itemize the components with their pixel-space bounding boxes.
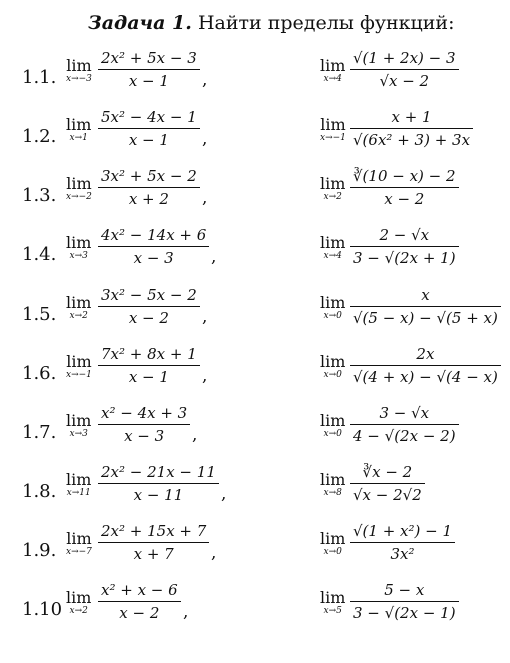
limit-operator-left bbox=[66, 531, 92, 557]
limit-subscript-right: x→0 bbox=[323, 429, 342, 439]
comma: , bbox=[202, 188, 208, 208]
fraction-left bbox=[98, 345, 200, 386]
denominator-right: 3x² bbox=[350, 542, 455, 563]
lim-word: lim bbox=[66, 233, 92, 252]
numerator-right: x bbox=[421, 286, 430, 304]
task-text: Найти пределы функций: bbox=[197, 12, 455, 34]
limit-operator-left bbox=[66, 295, 91, 321]
fraction-left bbox=[98, 522, 209, 563]
comma: , bbox=[202, 129, 208, 149]
limit-subscript-right: x→0 bbox=[323, 547, 342, 557]
lim-word: lim bbox=[66, 293, 92, 312]
fraction-right bbox=[350, 522, 455, 563]
exercise-row bbox=[0, 580, 510, 642]
limit-subscript-left: x→−3 bbox=[66, 74, 92, 84]
limit-operator-right bbox=[320, 295, 345, 321]
denominator-left: x + 7 bbox=[98, 542, 209, 563]
denominator-left: x − 2 bbox=[98, 306, 200, 327]
task-title bbox=[88, 12, 455, 34]
fraction-left bbox=[98, 49, 200, 90]
limit-operator-left bbox=[66, 117, 91, 143]
limit-subscript-left: x→1 bbox=[69, 133, 88, 143]
lim-word: lim bbox=[320, 56, 346, 75]
exercise-row bbox=[0, 344, 510, 406]
limit-operator-left bbox=[66, 354, 92, 380]
exercise-number: 1.1. bbox=[22, 67, 57, 88]
limit-subscript-left: x→−2 bbox=[66, 192, 92, 202]
denominator-left: x − 2 bbox=[98, 601, 181, 622]
lim-word: lim bbox=[66, 174, 92, 193]
fraction-right bbox=[350, 345, 501, 386]
numerator-left: 3x² − 5x − 2 bbox=[101, 286, 197, 304]
lim-word: lim bbox=[320, 115, 346, 134]
denominator-right: √x − 2√2 bbox=[350, 483, 425, 504]
fraction-left bbox=[98, 581, 181, 622]
lim-word: lim bbox=[320, 411, 346, 430]
lim-word: lim bbox=[66, 352, 92, 371]
numerator-left: x² − 4x + 3 bbox=[101, 404, 188, 422]
lim-word: lim bbox=[320, 293, 346, 312]
numerator-left: 3x² + 5x − 2 bbox=[101, 167, 197, 185]
limit-subscript-left: x→2 bbox=[69, 311, 88, 321]
exercise-row bbox=[0, 285, 510, 347]
fraction-right bbox=[350, 167, 459, 208]
comma: , bbox=[183, 602, 189, 622]
denominator-left: x − 1 bbox=[98, 128, 200, 149]
fraction-left bbox=[98, 167, 200, 208]
denominator-right: 3 − √(2x + 1) bbox=[350, 246, 459, 267]
limit-operator-left bbox=[66, 413, 91, 439]
numerator-left: 7x² + 8x + 1 bbox=[101, 345, 197, 363]
lim-word: lim bbox=[66, 470, 92, 489]
limit-operator-right bbox=[320, 531, 345, 557]
comma: , bbox=[202, 366, 208, 386]
comma: , bbox=[221, 484, 227, 504]
exercise-row bbox=[0, 403, 510, 465]
numerator-left: 4x² − 14x + 6 bbox=[101, 226, 207, 244]
fraction-left bbox=[98, 404, 190, 445]
limit-subscript-right: x→5 bbox=[323, 606, 342, 616]
denominator-right: 3 − √(2x − 1) bbox=[350, 601, 459, 622]
numerator-left: x² + x − 6 bbox=[101, 581, 178, 599]
limit-subscript-right: x→4 bbox=[323, 74, 342, 84]
exercise-row bbox=[0, 48, 510, 110]
limit-operator-right bbox=[320, 472, 345, 498]
lim-word: lim bbox=[66, 529, 92, 548]
limit-operator-left bbox=[66, 235, 91, 261]
lim-word: lim bbox=[66, 411, 92, 430]
exercise-number: 1.2. bbox=[22, 126, 57, 147]
fraction-left bbox=[98, 226, 209, 267]
numerator-left: 5x² − 4x − 1 bbox=[101, 108, 197, 126]
numerator-right: ∛x − 2 bbox=[362, 463, 413, 481]
denominator-right: √(5 − x) − √(5 + x) bbox=[350, 306, 501, 327]
limit-operator-left bbox=[66, 176, 92, 202]
exercise-number: 1.10 bbox=[22, 599, 63, 620]
lim-word: lim bbox=[320, 588, 346, 607]
denominator-right: √(6x² + 3) + 3x bbox=[350, 128, 473, 149]
denominator-right: 4 − √(2x − 2) bbox=[350, 424, 459, 445]
exercise-row bbox=[0, 521, 510, 583]
exercise-number: 1.4. bbox=[22, 244, 57, 265]
limit-subscript-left: x→3 bbox=[69, 429, 88, 439]
numerator-left: 2x² + 15x + 7 bbox=[101, 522, 207, 540]
task-label: Задача 1. bbox=[88, 12, 192, 34]
limit-subscript-right: x→0 bbox=[323, 311, 342, 321]
comma: , bbox=[202, 70, 208, 90]
limit-subscript-left: x→−1 bbox=[66, 370, 92, 380]
denominator-right: x − 2 bbox=[350, 187, 459, 208]
exercise-number: 1.8. bbox=[22, 481, 57, 502]
limit-subscript-right: x→−1 bbox=[320, 133, 346, 143]
fraction-right bbox=[350, 286, 501, 327]
limit-operator-right bbox=[320, 354, 345, 380]
numerator-left: 2x² − 21x − 11 bbox=[101, 463, 216, 481]
denominator-right: √x − 2 bbox=[350, 69, 459, 90]
fraction-right bbox=[350, 226, 459, 267]
lim-word: lim bbox=[320, 233, 346, 252]
numerator-right: 3 − √x bbox=[379, 404, 430, 422]
denominator-left: x − 3 bbox=[98, 424, 190, 445]
lim-word: lim bbox=[320, 174, 346, 193]
denominator-left: x − 3 bbox=[98, 246, 209, 267]
denominator-left: x − 1 bbox=[98, 365, 200, 386]
lim-word: lim bbox=[66, 115, 92, 134]
limit-subscript-left: x→−7 bbox=[66, 547, 92, 557]
limit-subscript-right: x→0 bbox=[323, 370, 342, 380]
limit-operator-right bbox=[320, 413, 345, 439]
fraction-right bbox=[350, 404, 459, 445]
lim-word: lim bbox=[320, 470, 346, 489]
comma: , bbox=[211, 247, 217, 267]
numerator-right: x + 1 bbox=[391, 108, 432, 126]
denominator-left: x + 2 bbox=[98, 187, 200, 208]
limit-subscript-right: x→4 bbox=[323, 251, 342, 261]
numerator-right: 2x bbox=[416, 345, 435, 363]
numerator-right: √(1 + 2x) − 3 bbox=[353, 49, 456, 67]
lim-word: lim bbox=[66, 588, 92, 607]
denominator-left: x − 1 bbox=[98, 69, 200, 90]
lim-word: lim bbox=[320, 352, 346, 371]
denominator-right: √(4 + x) − √(4 − x) bbox=[350, 365, 501, 386]
exercise-number: 1.3. bbox=[22, 185, 57, 206]
limit-operator-left bbox=[66, 472, 91, 498]
exercise-number: 1.9. bbox=[22, 540, 57, 561]
limit-subscript-left: x→11 bbox=[66, 488, 91, 498]
exercise-row bbox=[0, 225, 510, 287]
fraction-right bbox=[350, 581, 459, 622]
exercise-row bbox=[0, 166, 510, 228]
limit-subscript-right: x→8 bbox=[323, 488, 342, 498]
limit-operator-right bbox=[320, 176, 345, 202]
limit-subscript-left: x→2 bbox=[69, 606, 88, 616]
comma: , bbox=[192, 425, 198, 445]
limit-operator-right bbox=[320, 117, 346, 143]
exercise-number: 1.6. bbox=[22, 363, 57, 384]
exercise-row bbox=[0, 107, 510, 169]
numerator-right: ∛(10 − x) − 2 bbox=[353, 167, 456, 185]
denominator-left: x − 11 bbox=[98, 483, 219, 504]
exercise-row bbox=[0, 462, 510, 524]
limit-operator-left bbox=[66, 58, 92, 84]
comma: , bbox=[202, 307, 208, 327]
fraction-left bbox=[98, 286, 200, 327]
limit-operator-left bbox=[66, 590, 91, 616]
numerator-right: √(1 + x²) − 1 bbox=[353, 522, 453, 540]
comma: , bbox=[211, 543, 217, 563]
limit-subscript-right: x→2 bbox=[323, 192, 342, 202]
fraction-left bbox=[98, 108, 200, 149]
limit-operator-right bbox=[320, 590, 345, 616]
lim-word: lim bbox=[66, 56, 92, 75]
fraction-left bbox=[98, 463, 219, 504]
fraction-right bbox=[350, 49, 459, 90]
fraction-right bbox=[350, 463, 425, 504]
exercise-number: 1.7. bbox=[22, 422, 57, 443]
limit-subscript-left: x→3 bbox=[69, 251, 88, 261]
numerator-right: 5 − x bbox=[384, 581, 425, 599]
numerator-left: 2x² + 5x − 3 bbox=[101, 49, 197, 67]
limit-operator-right bbox=[320, 58, 345, 84]
fraction-right bbox=[350, 108, 473, 149]
numerator-right: 2 − √x bbox=[379, 226, 430, 244]
exercise-number: 1.5. bbox=[22, 304, 57, 325]
limit-operator-right bbox=[320, 235, 345, 261]
lim-word: lim bbox=[320, 529, 346, 548]
